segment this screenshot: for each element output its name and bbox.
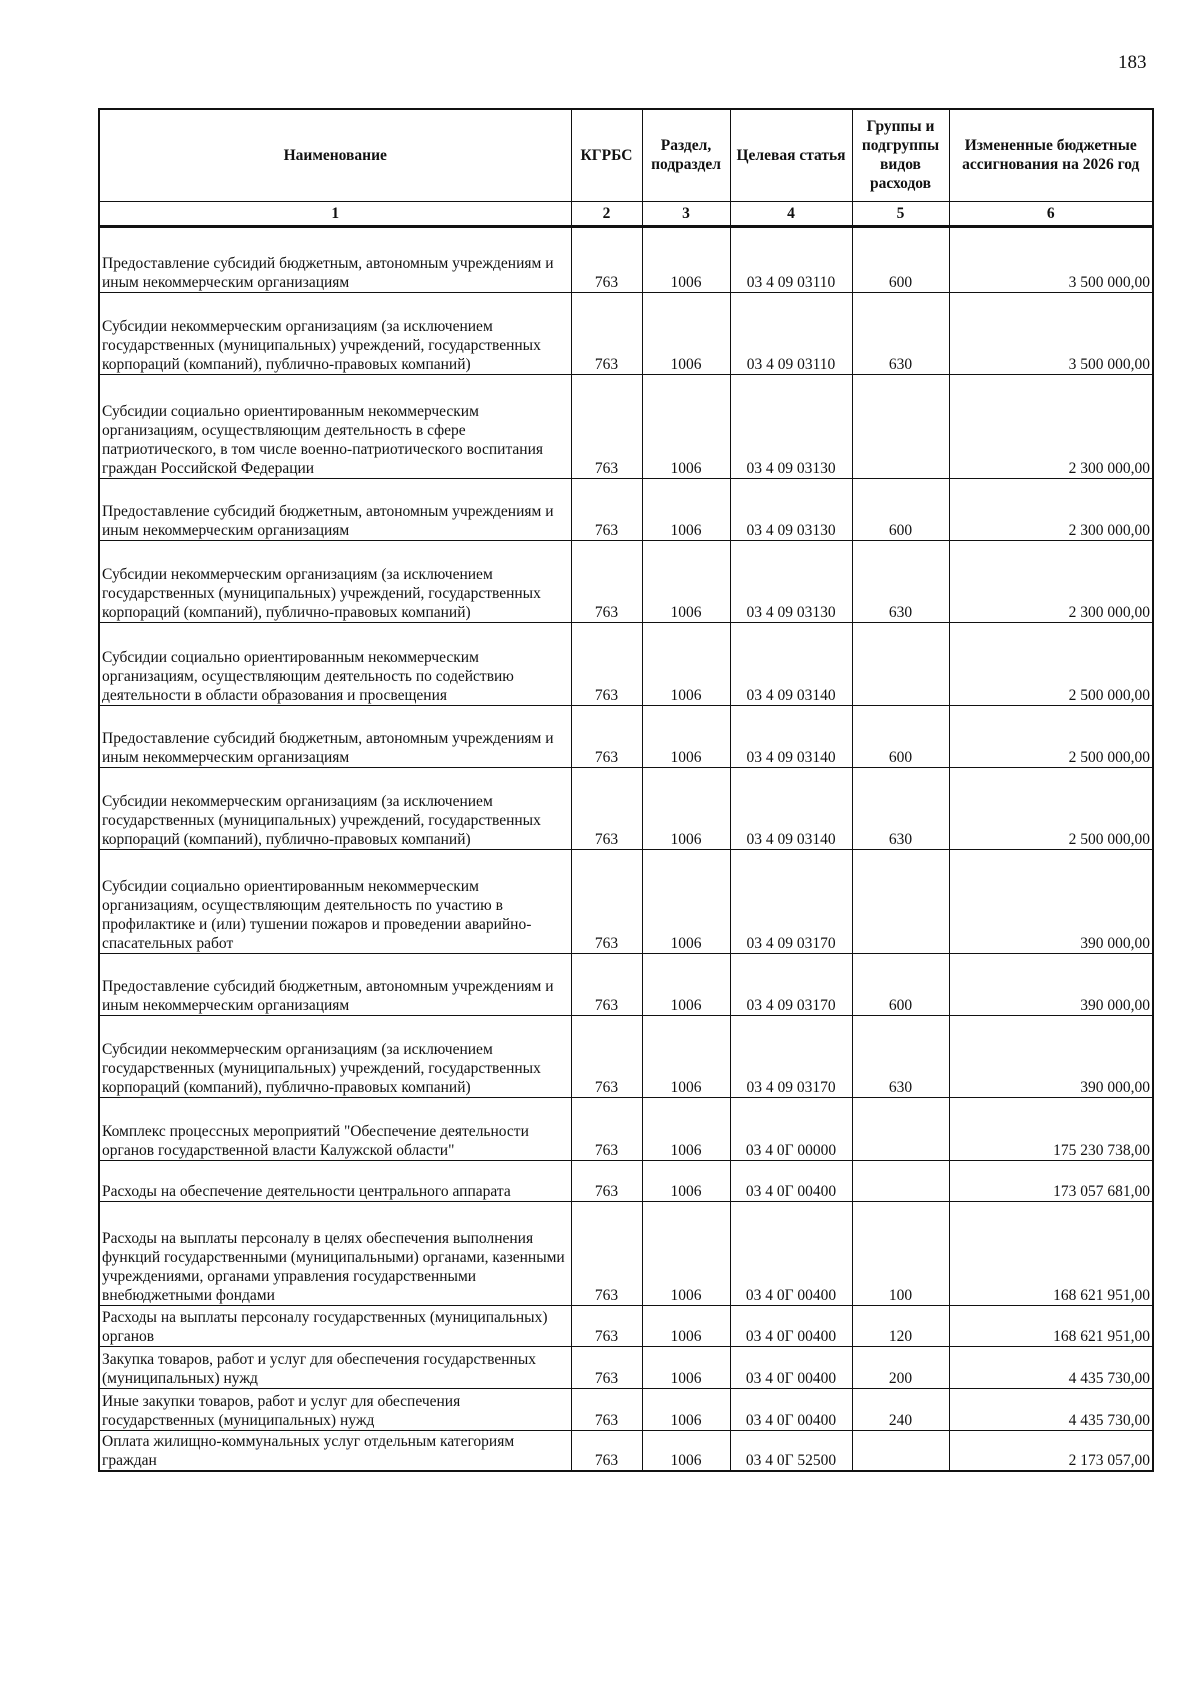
budget-table bbox=[98, 108, 1154, 1472]
row-kgrbs-cell: 763 bbox=[571, 1201, 642, 1305]
row-amount-cell: 168 621 951,00 bbox=[949, 1305, 1153, 1346]
row-target-cell: 03 4 09 03170 bbox=[730, 953, 852, 1015]
table-row bbox=[99, 1097, 1153, 1160]
header-target: Целевая статья bbox=[730, 109, 852, 201]
row-name-cell: Субсидии некоммерческим организациям (за исключением государственных (муниципальных) учреждений, государственных корпораций (компаний), публично-правовых компаний) bbox=[99, 767, 571, 849]
row-group-cell bbox=[852, 1430, 949, 1471]
row-section-cell: 1006 bbox=[642, 1097, 730, 1160]
row-target-cell: 03 4 0Г 00400 bbox=[730, 1160, 852, 1201]
row-target-cell: 03 4 09 03170 bbox=[730, 1015, 852, 1097]
row-kgrbs-cell: 763 bbox=[571, 1388, 642, 1430]
row-section-cell: 1006 bbox=[642, 374, 730, 478]
row-amount-cell: 2 500 000,00 bbox=[949, 622, 1153, 705]
row-name-cell: Оплата жилищно-коммунальных услуг отдельным категориям граждан bbox=[99, 1430, 571, 1471]
column-number: 1 bbox=[99, 201, 571, 226]
row-kgrbs-cell: 763 bbox=[571, 849, 642, 953]
row-section-cell: 1006 bbox=[642, 1160, 730, 1201]
table-row bbox=[99, 540, 1153, 622]
column-number: 6 bbox=[949, 201, 1153, 226]
row-kgrbs-cell: 763 bbox=[571, 374, 642, 478]
row-name-cell: Субсидии некоммерческим организациям (за исключением государственных (муниципальных) учреждений, государственных корпораций (компаний), публично-правовых компаний) bbox=[99, 1015, 571, 1097]
row-amount-cell: 390 000,00 bbox=[949, 953, 1153, 1015]
table-row bbox=[99, 1388, 1153, 1430]
row-section-cell: 1006 bbox=[642, 849, 730, 953]
header-name: Наименование bbox=[99, 109, 571, 201]
row-kgrbs-cell: 763 bbox=[571, 1430, 642, 1471]
table-row bbox=[99, 622, 1153, 705]
table-row bbox=[99, 767, 1153, 849]
row-group-cell: 600 bbox=[852, 705, 949, 767]
header-section: Раздел, подраздел bbox=[642, 109, 730, 201]
row-group-cell: 630 bbox=[852, 292, 949, 374]
row-kgrbs-cell: 763 bbox=[571, 226, 642, 292]
row-name-cell: Субсидии некоммерческим организациям (за исключением государственных (муниципальных) учреждений, государственных корпораций (компаний), публично-правовых компаний) bbox=[99, 292, 571, 374]
row-name-cell: Субсидии некоммерческим организациям (за исключением государственных (муниципальных) учреждений, государственных корпораций (компаний), публично-правовых компаний) bbox=[99, 540, 571, 622]
header-kgrbs: КГРБС bbox=[571, 109, 642, 201]
table-row bbox=[99, 1430, 1153, 1471]
row-name-cell: Субсидии социально ориентированным некоммерческим организациям, осуществляющим деятельность по содействию деятельности в области образования и просвещения bbox=[99, 622, 571, 705]
row-name-cell: Предоставление субсидий бюджетным, автономным учреждениям и иным некоммерческим организациям bbox=[99, 226, 571, 292]
row-group-cell bbox=[852, 1160, 949, 1201]
row-target-cell: 03 4 09 03140 bbox=[730, 622, 852, 705]
table-row bbox=[99, 226, 1153, 292]
row-amount-cell: 2 500 000,00 bbox=[949, 705, 1153, 767]
row-name-cell: Расходы на выплаты персоналу государственных (муниципальных) органов bbox=[99, 1305, 571, 1346]
row-amount-cell: 2 500 000,00 bbox=[949, 767, 1153, 849]
row-section-cell: 1006 bbox=[642, 622, 730, 705]
row-name-cell: Субсидии социально ориентированным некоммерческим организациям, осуществляющим деятельность в сфере патриотического, в том числе военно-патриотического воспитания граждан Российской Федерации bbox=[99, 374, 571, 478]
row-group-cell bbox=[852, 374, 949, 478]
row-group-cell: 240 bbox=[852, 1388, 949, 1430]
row-kgrbs-cell: 763 bbox=[571, 1097, 642, 1160]
row-target-cell: 03 4 09 03110 bbox=[730, 292, 852, 374]
column-number: 3 bbox=[642, 201, 730, 226]
column-number: 2 bbox=[571, 201, 642, 226]
row-target-cell: 03 4 0Г 00400 bbox=[730, 1346, 852, 1388]
row-group-cell: 600 bbox=[852, 478, 949, 540]
row-kgrbs-cell: 763 bbox=[571, 1160, 642, 1201]
row-group-cell: 600 bbox=[852, 953, 949, 1015]
table-row bbox=[99, 705, 1153, 767]
row-kgrbs-cell: 763 bbox=[571, 540, 642, 622]
row-amount-cell: 2 300 000,00 bbox=[949, 478, 1153, 540]
row-section-cell: 1006 bbox=[642, 953, 730, 1015]
row-section-cell: 1006 bbox=[642, 478, 730, 540]
row-group-cell: 630 bbox=[852, 1015, 949, 1097]
row-target-cell: 03 4 09 03140 bbox=[730, 767, 852, 849]
row-name-cell: Предоставление субсидий бюджетным, автономным учреждениям и иным некоммерческим организациям bbox=[99, 705, 571, 767]
row-group-cell: 200 bbox=[852, 1346, 949, 1388]
row-target-cell: 03 4 0Г 00400 bbox=[730, 1305, 852, 1346]
row-amount-cell: 390 000,00 bbox=[949, 849, 1153, 953]
row-amount-cell: 3 500 000,00 bbox=[949, 292, 1153, 374]
row-name-cell: Предоставление субсидий бюджетным, автономным учреждениям и иным некоммерческим организациям bbox=[99, 953, 571, 1015]
row-amount-cell: 2 173 057,00 bbox=[949, 1430, 1153, 1471]
row-section-cell: 1006 bbox=[642, 1346, 730, 1388]
row-amount-cell: 175 230 738,00 bbox=[949, 1097, 1153, 1160]
table-row bbox=[99, 1015, 1153, 1097]
page-number: 183 bbox=[1118, 52, 1147, 73]
row-amount-cell: 2 300 000,00 bbox=[949, 374, 1153, 478]
row-amount-cell: 4 435 730,00 bbox=[949, 1388, 1153, 1430]
table-header-row bbox=[99, 109, 1153, 201]
table-row bbox=[99, 292, 1153, 374]
row-group-cell bbox=[852, 622, 949, 705]
row-section-cell: 1006 bbox=[642, 1305, 730, 1346]
row-section-cell: 1006 bbox=[642, 1430, 730, 1471]
row-name-cell: Закупка товаров, работ и услуг для обеспечения государственных (муниципальных) нужд bbox=[99, 1346, 571, 1388]
table-row bbox=[99, 374, 1153, 478]
row-kgrbs-cell: 763 bbox=[571, 622, 642, 705]
table-row bbox=[99, 1160, 1153, 1201]
row-target-cell: 03 4 09 03170 bbox=[730, 849, 852, 953]
row-target-cell: 03 4 09 03140 bbox=[730, 705, 852, 767]
row-amount-cell: 168 621 951,00 bbox=[949, 1201, 1153, 1305]
row-group-cell bbox=[852, 849, 949, 953]
row-section-cell: 1006 bbox=[642, 226, 730, 292]
row-kgrbs-cell: 763 bbox=[571, 953, 642, 1015]
table-row bbox=[99, 1346, 1153, 1388]
row-name-cell: Предоставление субсидий бюджетным, автономным учреждениям и иным некоммерческим организациям bbox=[99, 478, 571, 540]
row-kgrbs-cell: 763 bbox=[571, 767, 642, 849]
header-amount: Измененные бюджетные ассигнования на 2026 год bbox=[949, 109, 1153, 201]
row-kgrbs-cell: 763 bbox=[571, 1015, 642, 1097]
row-group-cell: 630 bbox=[852, 767, 949, 849]
row-amount-cell: 390 000,00 bbox=[949, 1015, 1153, 1097]
row-group-cell bbox=[852, 1097, 949, 1160]
table-row bbox=[99, 953, 1153, 1015]
row-amount-cell: 173 057 681,00 bbox=[949, 1160, 1153, 1201]
column-number: 5 bbox=[852, 201, 949, 226]
row-target-cell: 03 4 0Г 00400 bbox=[730, 1388, 852, 1430]
row-section-cell: 1006 bbox=[642, 705, 730, 767]
row-name-cell: Комплекс процессных мероприятий "Обеспечение деятельности органов государственной власти Калужской области" bbox=[99, 1097, 571, 1160]
row-kgrbs-cell: 763 bbox=[571, 1346, 642, 1388]
row-name-cell: Субсидии социально ориентированным некоммерческим организациям, осуществляющим деятельность по участию в профилактике и (или) тушении пожаров и проведении аварийно-спасательных работ bbox=[99, 849, 571, 953]
row-amount-cell: 3 500 000,00 bbox=[949, 226, 1153, 292]
table-row bbox=[99, 478, 1153, 540]
row-target-cell: 03 4 09 03130 bbox=[730, 374, 852, 478]
row-kgrbs-cell: 763 bbox=[571, 705, 642, 767]
column-number: 4 bbox=[730, 201, 852, 226]
row-section-cell: 1006 bbox=[642, 292, 730, 374]
row-kgrbs-cell: 763 bbox=[571, 292, 642, 374]
row-target-cell: 03 4 0Г 52500 bbox=[730, 1430, 852, 1471]
row-section-cell: 1006 bbox=[642, 540, 730, 622]
row-target-cell: 03 4 0Г 00400 bbox=[730, 1201, 852, 1305]
table-row bbox=[99, 849, 1153, 953]
row-kgrbs-cell: 763 bbox=[571, 478, 642, 540]
row-section-cell: 1006 bbox=[642, 1388, 730, 1430]
row-name-cell: Расходы на обеспечение деятельности центрального аппарата bbox=[99, 1160, 571, 1201]
row-target-cell: 03 4 09 03130 bbox=[730, 540, 852, 622]
row-section-cell: 1006 bbox=[642, 1015, 730, 1097]
row-amount-cell: 2 300 000,00 bbox=[949, 540, 1153, 622]
row-name-cell: Иные закупки товаров, работ и услуг для обеспечения государственных (муниципальных) нужд bbox=[99, 1388, 571, 1430]
row-group-cell: 600 bbox=[852, 226, 949, 292]
row-name-cell: Расходы на выплаты персоналу в целях обеспечения выполнения функций государственными (муниципальными) органами, казенными учреждениями, органами управления государственными внебюджетными фондами bbox=[99, 1201, 571, 1305]
row-section-cell: 1006 bbox=[642, 767, 730, 849]
row-amount-cell: 4 435 730,00 bbox=[949, 1346, 1153, 1388]
row-target-cell: 03 4 09 03130 bbox=[730, 478, 852, 540]
row-kgrbs-cell: 763 bbox=[571, 1305, 642, 1346]
column-number-row bbox=[99, 201, 1153, 226]
row-target-cell: 03 4 0Г 00000 bbox=[730, 1097, 852, 1160]
row-target-cell: 03 4 09 03110 bbox=[730, 226, 852, 292]
row-group-cell: 100 bbox=[852, 1201, 949, 1305]
row-section-cell: 1006 bbox=[642, 1201, 730, 1305]
row-group-cell: 630 bbox=[852, 540, 949, 622]
header-groups: Группы и подгруппы видов расходов bbox=[852, 109, 949, 201]
table-row bbox=[99, 1305, 1153, 1346]
row-group-cell: 120 bbox=[852, 1305, 949, 1346]
table-row bbox=[99, 1201, 1153, 1305]
